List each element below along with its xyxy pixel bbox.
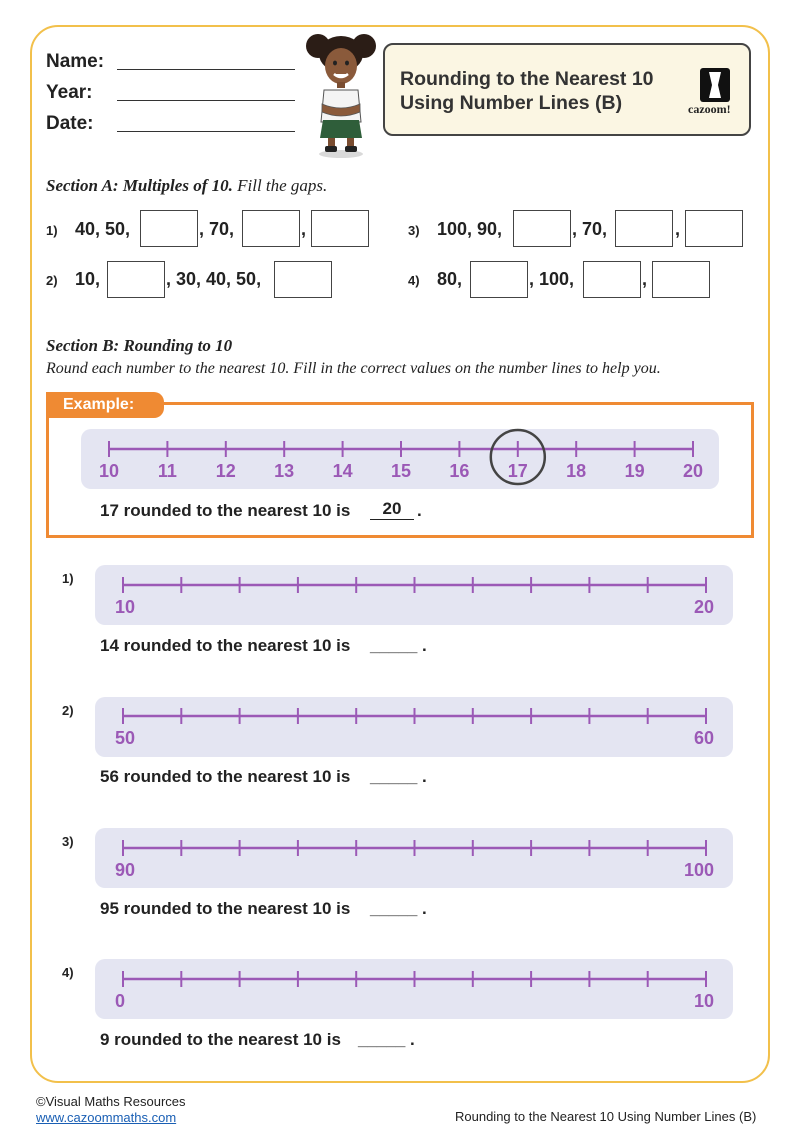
answer-blank[interactable]: _____ . (370, 899, 427, 918)
tick-label: 100 (683, 860, 714, 880)
sequence-text: , (301, 219, 307, 239)
a-question-number: 1) (46, 223, 58, 238)
number-line (115, 840, 714, 880)
tick-label: 10 (693, 991, 714, 1011)
question-sentence: 9 rounded to the nearest 10 is (100, 1030, 341, 1049)
answer-blank[interactable]: _____ . (370, 767, 427, 786)
title-line-1: Rounding to the Nearest 10 (400, 68, 654, 90)
sequence-text: 10, (75, 269, 101, 289)
number-line (115, 708, 714, 748)
number-line (115, 577, 714, 617)
example-sentence: 17 rounded to the nearest 10 is (100, 501, 351, 520)
tick-label: 0 (115, 991, 126, 1011)
logo-text: cazoom! (688, 102, 731, 116)
date-label: Date: (46, 113, 94, 134)
sequence-text: 40, 50, (75, 219, 131, 239)
tick-label: 15 (390, 461, 412, 481)
sequence-text: 80, (437, 269, 463, 289)
b-question-number: 2) (62, 703, 74, 718)
tick-label: 18 (566, 461, 587, 481)
question-sentence: 14 rounded to the nearest 10 is (100, 636, 351, 655)
sequence-text: , 30, 40, 50, (166, 269, 262, 289)
b-question-number: 4) (62, 965, 74, 980)
sequence-text: , (642, 269, 648, 289)
tick-label: 19 (624, 461, 645, 481)
sequence-text: , 70, (199, 219, 235, 239)
question-sentence: 95 rounded to the nearest 10 is (100, 899, 351, 918)
a-question-number: 4) (408, 273, 420, 288)
tick-label: 12 (215, 461, 236, 481)
question-sentence: 56 rounded to the nearest 10 is (100, 767, 351, 786)
tick-label: 14 (332, 461, 353, 481)
a-question-number: 3) (408, 223, 420, 238)
tick-label: 50 (115, 728, 136, 748)
b-question-number: 3) (62, 834, 74, 849)
number-line (115, 971, 714, 1011)
sequence-text: , 100, (529, 269, 575, 289)
example-label: Example: (46, 392, 164, 418)
name-label: Name: (46, 51, 105, 72)
sequence-text: , 70, (572, 219, 608, 239)
tick-label: 20 (682, 461, 704, 481)
tick-label: 17 (507, 461, 528, 481)
example-end: . (417, 501, 422, 520)
example-answer: 20 (370, 499, 414, 520)
tick-label: 13 (274, 461, 295, 481)
section-a-instruction: Fill the gaps. (232, 176, 328, 195)
section-b-instruction: Round each number to the nearest 10. Fill in the correct values on the number lines to help you. (46, 360, 661, 377)
answer-blank[interactable]: _____ . (370, 636, 427, 655)
a-question-number: 2) (46, 273, 58, 288)
tick-label: 20 (693, 597, 714, 617)
b-question-number: 1) (62, 571, 74, 586)
section-a-title: Section A: Multiples of 10. (46, 176, 233, 195)
tick-label: 10 (115, 597, 136, 617)
footer-doc-title: Rounding to the Nearest 10 Using Number Lines (B) (455, 1109, 757, 1124)
answer-blank[interactable]: _____ . (358, 1030, 415, 1049)
year-label: Year: (46, 82, 93, 103)
sequence-text: , (675, 219, 681, 239)
tick-label: 10 (98, 461, 120, 481)
title-line-2: Using Number Lines (B) (400, 92, 623, 114)
tick-label: 60 (693, 728, 714, 748)
tick-label: 90 (115, 860, 136, 880)
tick-label: 16 (449, 461, 470, 481)
website-link[interactable]: www.cazoommaths.com (36, 1110, 177, 1125)
section-b-title: Section B: Rounding to 10 (46, 336, 233, 355)
tick-label: 11 (157, 461, 177, 481)
sequence-text: 100, 90, (437, 219, 503, 239)
copyright-text: ©Visual Maths Resources (36, 1094, 186, 1109)
